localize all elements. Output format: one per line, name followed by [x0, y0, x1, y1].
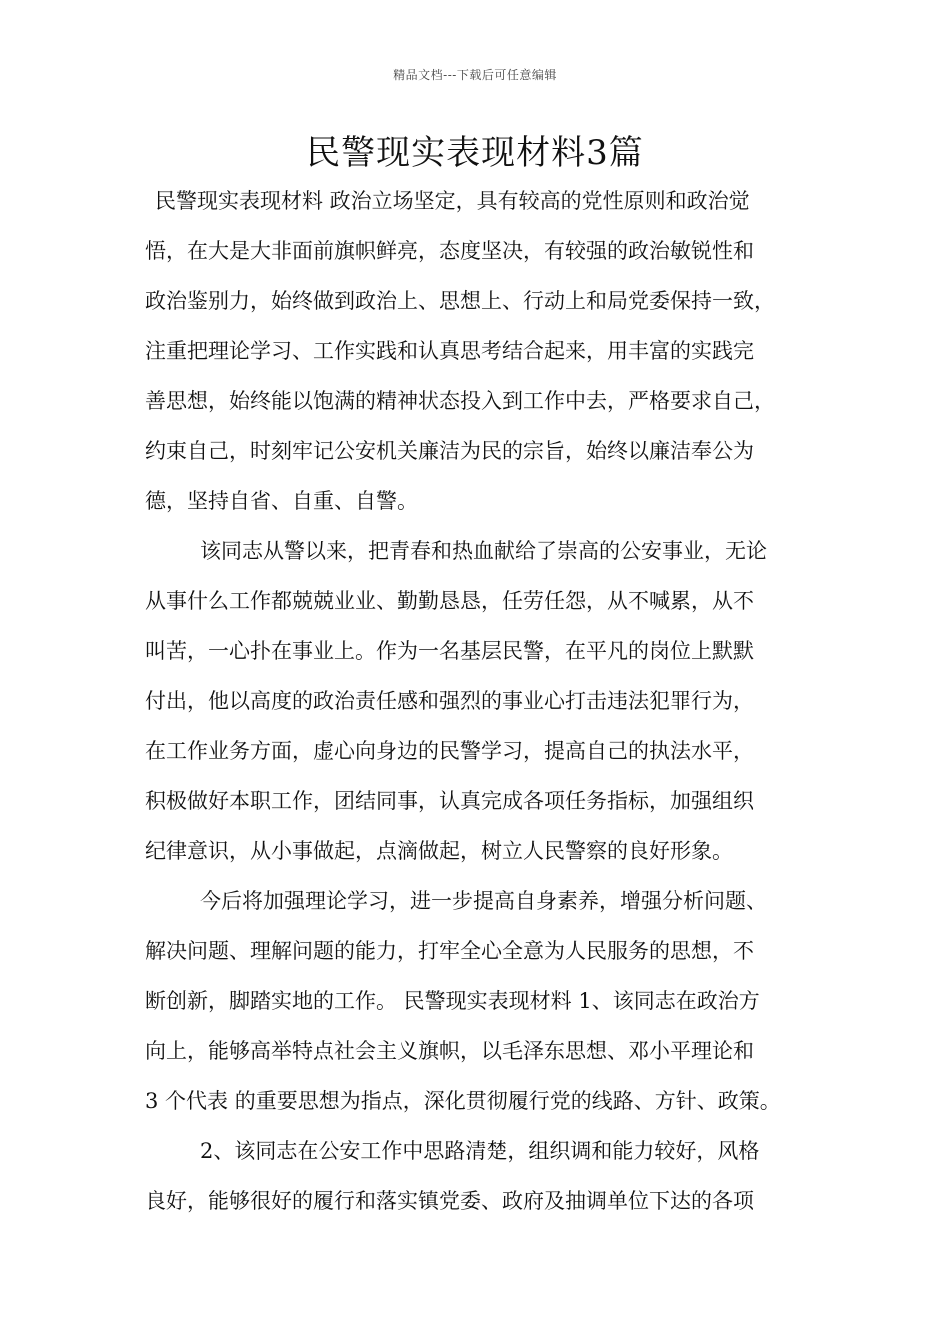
body-line: 注重把理论学习、工作实践和认真思考结合起来，用丰富的实践完: [145, 339, 754, 363]
body-line: 善思想，始终能以饱满的精神状态投入到工作中去，严格要求自己，: [145, 389, 775, 413]
body-line: 约束自己，时刻牢记公安机关廉洁为民的宗旨，始终以廉洁奉公为: [145, 439, 754, 463]
body-line: 德，坚持自省、自重、自警。: [145, 489, 418, 513]
body-line: 在工作业务方面，虚心向身边的民警学习，提高自己的执法水平，: [145, 739, 754, 763]
body-line: 向上，能够高举特点社会主义旗帜，以毛泽东思想、邓小平理论和: [145, 1039, 754, 1063]
page-header-note: 精品文档---下载后可任意编辑: [393, 68, 557, 82]
body-line: 纪律意识，从小事做起，点滴做起，树立人民警察的良好形象。: [145, 839, 733, 863]
body-line: 叫苦，一心扑在事业上。作为一名基层民警，在平凡的岗位上默默: [145, 639, 754, 663]
document-body: [145, 176, 825, 1226]
body-line: 积极做好本职工作，团结同事，认真完成各项任务指标，加强组织: [145, 789, 754, 813]
body-line: 解决问题、理解问题的能力，打牢全心全意为人民服务的思想，不: [145, 939, 754, 963]
body-line: 3 个代表 的重要思想为指点，深化贯彻履行党的线路、方针、政策。: [145, 1089, 781, 1113]
body-line: 良好，能够很好的履行和落实镇党委、政府及抽调单位下达的各项: [145, 1189, 754, 1213]
body-line: 今后将加强理论学习，进一步提高自身素养，增强分析问题、: [200, 889, 767, 913]
body-line: 该同志从警以来，把青春和热血献给了崇高的公安事业，无论: [200, 539, 767, 563]
body-line: 民警现实表现材料 政治立场坚定，具有较高的党性原则和政治觉: [155, 189, 750, 213]
body-line: 断创新，脚踏实地的工作。 民警现实表现材料 1、该同志在政治方: [145, 989, 760, 1013]
body-line: 政治鉴别力，始终做到政治上、思想上、行动上和局党委保持一致，: [145, 289, 775, 313]
body-line: 悟，在大是大非面前旗帜鲜亮，态度坚决，有较强的政治敏锐性和: [145, 239, 754, 263]
body-line: 付出，他以高度的政治责任感和强烈的事业心打击违法犯罪行为，: [145, 689, 754, 713]
document-title: 民警现实表现材料3篇: [306, 133, 644, 173]
body-line: 从事什么工作都兢兢业业、勤勤恳恳，任劳任怨，从不喊累，从不: [145, 589, 754, 613]
body-line: 2、该同志在公安工作中思路清楚，组织调和能力较好，风格: [200, 1139, 760, 1163]
